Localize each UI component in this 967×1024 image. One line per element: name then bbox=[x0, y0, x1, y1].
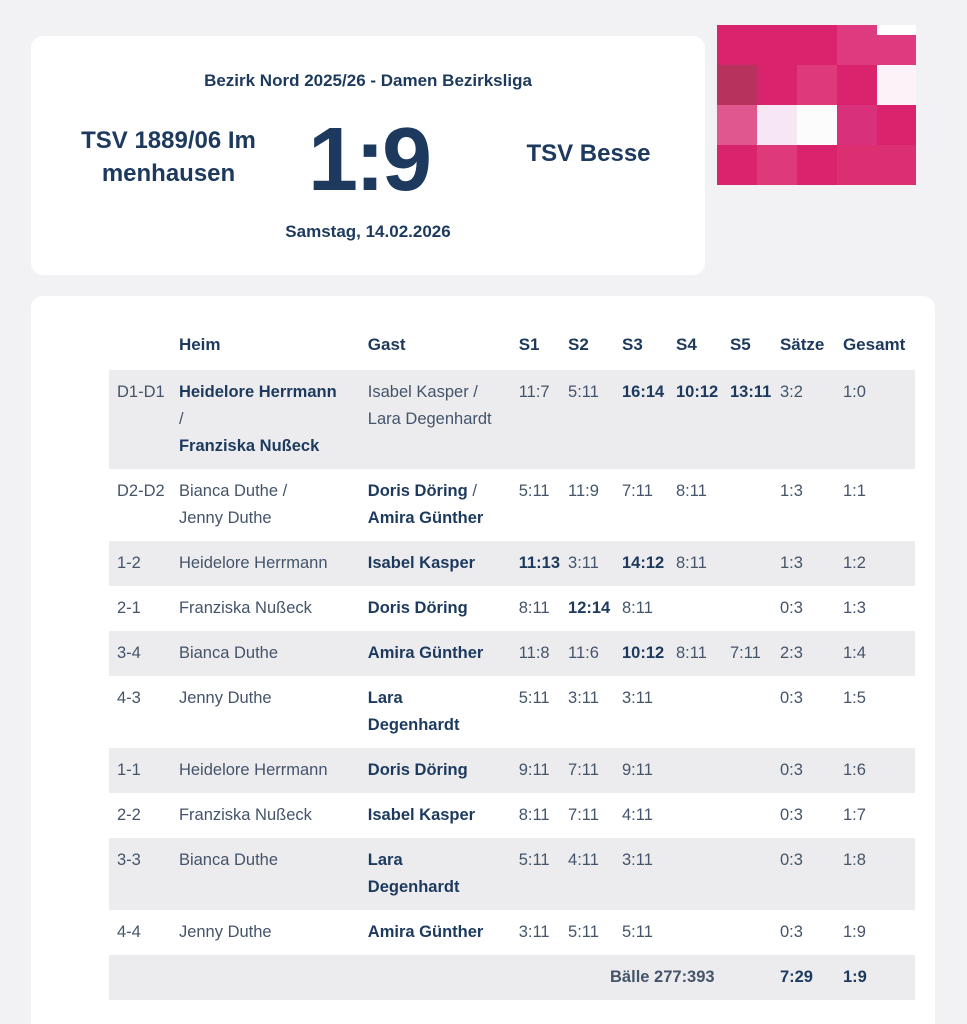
ad-mosaic-tile bbox=[717, 65, 757, 105]
ad-mosaic-tile bbox=[797, 105, 837, 145]
home-player-link[interactable]: Heidelore Herrmann bbox=[178, 554, 328, 572]
home-player-cell bbox=[171, 793, 360, 838]
set4-cell: 10:12 bbox=[668, 370, 722, 469]
set4-cell: 8:11 bbox=[668, 541, 722, 586]
set2-cell: 5:11 bbox=[568, 923, 599, 941]
ad-mosaic-tile bbox=[757, 105, 797, 145]
guest-player-link[interactable]: Doris Döring bbox=[367, 482, 468, 500]
table-row bbox=[109, 910, 915, 955]
set2-cell: 3:11 bbox=[560, 541, 614, 586]
set4-cell bbox=[668, 586, 722, 631]
set1-cell: 11:7 bbox=[511, 370, 560, 469]
match-score: 1:9 bbox=[307, 110, 430, 210]
home-team-name[interactable] bbox=[51, 124, 286, 190]
guest-player-link[interactable]: Doris Döring bbox=[367, 599, 468, 617]
home-player-cell bbox=[171, 676, 360, 748]
home-player-cell bbox=[171, 838, 360, 910]
sets-cell: 1:3 bbox=[779, 482, 803, 500]
set2-cell: 11:6 bbox=[560, 631, 614, 676]
sets-cell: 2:3 bbox=[772, 631, 835, 676]
set4-cell: 8:11 bbox=[675, 482, 707, 500]
table-row bbox=[109, 748, 915, 793]
set2-cell: 7:11 bbox=[568, 806, 599, 824]
sets-cell: 0:3 bbox=[779, 689, 803, 707]
col-header-home: Heim bbox=[178, 335, 221, 354]
table-row bbox=[109, 676, 915, 748]
player-separator: / bbox=[472, 482, 477, 500]
home-player-link[interactable]: Jenny Duthe bbox=[178, 923, 272, 941]
sets-cell: 1:3 bbox=[772, 541, 835, 586]
total-cell: 1:6 bbox=[835, 748, 915, 793]
col-header-sets: Sätze bbox=[779, 335, 825, 354]
total-cell: 1:7 bbox=[842, 806, 866, 824]
set1-cell: 5:11 bbox=[518, 482, 550, 500]
home-player-cell bbox=[171, 370, 360, 469]
pair-cell: 1-1 bbox=[109, 748, 171, 793]
guest-player-link[interactable]: Lara Degenhardt bbox=[367, 410, 492, 428]
set3-cell: 3:11 bbox=[614, 838, 668, 910]
home-team-line2: menhausen bbox=[101, 160, 236, 187]
match-card bbox=[31, 36, 705, 275]
sets-cell: 0:3 bbox=[779, 923, 803, 941]
sets-cell: 0:3 bbox=[772, 838, 835, 910]
home-player-link[interactable]: Heidelore Herrmann bbox=[178, 761, 328, 779]
guest-player-link[interactable]: Amira Günther bbox=[367, 923, 484, 941]
table-row bbox=[109, 586, 915, 631]
guest-player-link[interactable]: Degenhardt bbox=[367, 716, 460, 734]
set1-cell: 11:13 bbox=[511, 541, 560, 586]
set3-cell: 10:12 bbox=[614, 631, 668, 676]
guest-player-link[interactable]: Degenhardt bbox=[367, 878, 460, 896]
guest-player-link[interactable]: Amira Günther bbox=[367, 509, 484, 527]
set5-cell bbox=[722, 793, 772, 838]
home-player-cell bbox=[171, 469, 360, 541]
set3-cell: 14:12 bbox=[614, 541, 668, 586]
set3-cell: 8:11 bbox=[622, 599, 653, 617]
league-title: Bezirk Nord 2025/26 - Damen Bezirksliga bbox=[204, 71, 532, 90]
home-player-link[interactable]: Bianca Duthe bbox=[178, 851, 279, 869]
total-cell: 1:9 bbox=[842, 923, 866, 941]
guest-player-cell bbox=[360, 631, 511, 676]
total-cell: 1:1 bbox=[842, 482, 866, 500]
guest-player-link[interactable]: Isabel Kasper bbox=[367, 806, 476, 824]
set5-cell bbox=[722, 586, 772, 631]
set3-cell: 16:14 bbox=[614, 370, 668, 469]
home-player-link[interactable]: Franziska Nußeck bbox=[178, 806, 312, 824]
pair-cell: 2-1 bbox=[117, 599, 141, 617]
set5-cell bbox=[722, 469, 772, 541]
ad-mosaic-tile bbox=[837, 105, 877, 145]
guest-player-cell bbox=[360, 541, 511, 586]
home-team-line1: TSV 1889/06 Im bbox=[81, 127, 256, 154]
set2-cell: 11:9 bbox=[568, 482, 599, 500]
guest-player-link[interactable]: Amira Günther bbox=[367, 644, 484, 662]
set1-cell: 8:11 bbox=[518, 806, 550, 824]
guest-player-link[interactable]: Isabel Kasper bbox=[367, 554, 476, 572]
pair-cell: 4-4 bbox=[117, 923, 141, 941]
set5-cell bbox=[722, 748, 772, 793]
home-player-cell bbox=[171, 631, 360, 676]
col-header-s4: S4 bbox=[675, 335, 697, 354]
table-row bbox=[109, 541, 915, 586]
table-row bbox=[109, 838, 915, 910]
pair-cell: 3-4 bbox=[109, 631, 171, 676]
guest-player-cell bbox=[360, 469, 511, 541]
ad-mosaic-tile bbox=[877, 25, 916, 35]
guest-player-link[interactable]: Lara bbox=[367, 689, 403, 707]
balls-total: Bälle 277:393 bbox=[560, 955, 772, 1000]
pair-cell: D2-D2 bbox=[117, 482, 165, 500]
guest-player-cell bbox=[360, 370, 511, 469]
home-player-link[interactable]: Franziska Nußeck bbox=[178, 599, 312, 617]
set2-cell: 12:14 bbox=[568, 599, 611, 617]
table-row bbox=[109, 469, 915, 541]
set1-cell: 5:11 bbox=[511, 838, 560, 910]
home-player-link[interactable]: Bianca Duthe bbox=[178, 644, 279, 662]
guest-player-link[interactable]: Lara bbox=[367, 851, 403, 869]
set5-cell: 13:11 bbox=[722, 370, 772, 469]
guest-team-name[interactable]: TSV Besse bbox=[526, 140, 651, 167]
home-player-link[interactable]: Jenny Duthe bbox=[178, 689, 272, 707]
sets-total: 7:29 bbox=[772, 955, 835, 1000]
home-player-cell bbox=[171, 586, 360, 631]
col-header-total: Gesamt bbox=[842, 335, 906, 354]
guest-player-cell bbox=[360, 676, 511, 748]
set4-cell bbox=[668, 748, 722, 793]
pair-cell: D1-D1 bbox=[109, 370, 171, 469]
sets-cell: 0:3 bbox=[779, 806, 803, 824]
set2-cell: 4:11 bbox=[560, 838, 614, 910]
totals-empty-cell bbox=[109, 955, 171, 1000]
guest-player-cell bbox=[360, 793, 511, 838]
results-card bbox=[31, 296, 935, 1024]
set1-cell: 11:8 bbox=[511, 631, 560, 676]
pair-cell: 3-3 bbox=[109, 838, 171, 910]
table-header-row bbox=[109, 321, 915, 370]
col-header-s1: S1 bbox=[518, 335, 540, 354]
player-separator: / bbox=[178, 410, 184, 428]
set1-cell: 3:11 bbox=[518, 923, 550, 941]
ad-mosaic-tile bbox=[717, 105, 757, 145]
guest-player-cell bbox=[360, 838, 511, 910]
col-header-s2: S2 bbox=[568, 335, 589, 354]
set3-cell: 3:11 bbox=[622, 689, 653, 707]
pair-cell: 4-3 bbox=[117, 689, 141, 707]
set3-cell: 5:11 bbox=[622, 923, 653, 941]
set3-cell: 4:11 bbox=[622, 806, 653, 824]
col-header-guest: Gast bbox=[367, 335, 406, 354]
home-player-link[interactable]: Jenny Duthe bbox=[178, 509, 272, 527]
set1-cell: 5:11 bbox=[518, 689, 550, 707]
set5-cell: 7:11 bbox=[722, 631, 772, 676]
total-cell: 1:4 bbox=[835, 631, 915, 676]
sets-cell: 3:2 bbox=[772, 370, 835, 469]
match-date: Samstag, 14.02.2026 bbox=[285, 222, 451, 241]
set3-cell: 7:11 bbox=[622, 482, 653, 500]
totals-empty-cell bbox=[360, 955, 511, 1000]
guest-player-cell bbox=[360, 748, 511, 793]
set4-cell: 8:11 bbox=[668, 631, 722, 676]
totals-empty-cell bbox=[511, 955, 560, 1000]
set3-cell: 9:11 bbox=[614, 748, 668, 793]
table-row bbox=[109, 370, 915, 469]
set5-cell bbox=[722, 838, 772, 910]
set4-cell bbox=[668, 793, 722, 838]
guest-player-cell bbox=[360, 910, 511, 955]
set2-cell: 3:11 bbox=[568, 689, 599, 707]
guest-player-link[interactable]: Isabel Kasper / bbox=[367, 383, 478, 401]
results-table bbox=[109, 321, 915, 1000]
set2-cell: 5:11 bbox=[560, 370, 614, 469]
set1-cell: 9:11 bbox=[511, 748, 560, 793]
set4-cell bbox=[668, 910, 722, 955]
ad-mosaic-tile bbox=[757, 145, 797, 185]
set1-cell: 8:11 bbox=[518, 599, 550, 617]
ad-mosaic-tile bbox=[877, 65, 916, 105]
set4-cell bbox=[668, 838, 722, 910]
totals-empty-cell bbox=[171, 955, 360, 1000]
home-player-cell bbox=[171, 910, 360, 955]
table-row bbox=[109, 631, 915, 676]
sets-cell: 0:3 bbox=[772, 748, 835, 793]
set5-cell bbox=[722, 910, 772, 955]
guest-player-link[interactable]: Doris Döring bbox=[367, 761, 468, 779]
guest-player-cell bbox=[360, 586, 511, 631]
total-cell: 1:2 bbox=[835, 541, 915, 586]
col-header-s5: S5 bbox=[729, 335, 751, 354]
table-row bbox=[109, 793, 915, 838]
set5-cell bbox=[722, 676, 772, 748]
ad-mosaic-tile bbox=[797, 65, 837, 105]
total-cell: 1:3 bbox=[842, 599, 866, 617]
sets-cell: 0:3 bbox=[779, 599, 803, 617]
set4-cell bbox=[668, 676, 722, 748]
set2-cell: 7:11 bbox=[560, 748, 614, 793]
home-player-cell bbox=[171, 541, 360, 586]
col-header-s3: S3 bbox=[622, 335, 643, 354]
home-player-link[interactable]: Franziska Nußeck bbox=[178, 437, 320, 455]
col-header-pair bbox=[109, 321, 171, 370]
total-cell: 1:8 bbox=[835, 838, 915, 910]
home-player-link[interactable]: Bianca Duthe / bbox=[178, 482, 288, 500]
home-player-link[interactable]: Heidelore Herrmann bbox=[178, 383, 337, 401]
ad-mosaic-tile bbox=[837, 145, 916, 185]
totals-row bbox=[109, 955, 915, 1000]
ad-banner[interactable] bbox=[717, 25, 916, 185]
set5-cell bbox=[722, 541, 772, 586]
home-player-cell bbox=[171, 748, 360, 793]
match-total: 1:9 bbox=[835, 955, 915, 1000]
pair-cell: 1-2 bbox=[109, 541, 171, 586]
pair-cell: 2-2 bbox=[117, 806, 141, 824]
total-cell: 1:0 bbox=[835, 370, 915, 469]
total-cell: 1:5 bbox=[842, 689, 866, 707]
